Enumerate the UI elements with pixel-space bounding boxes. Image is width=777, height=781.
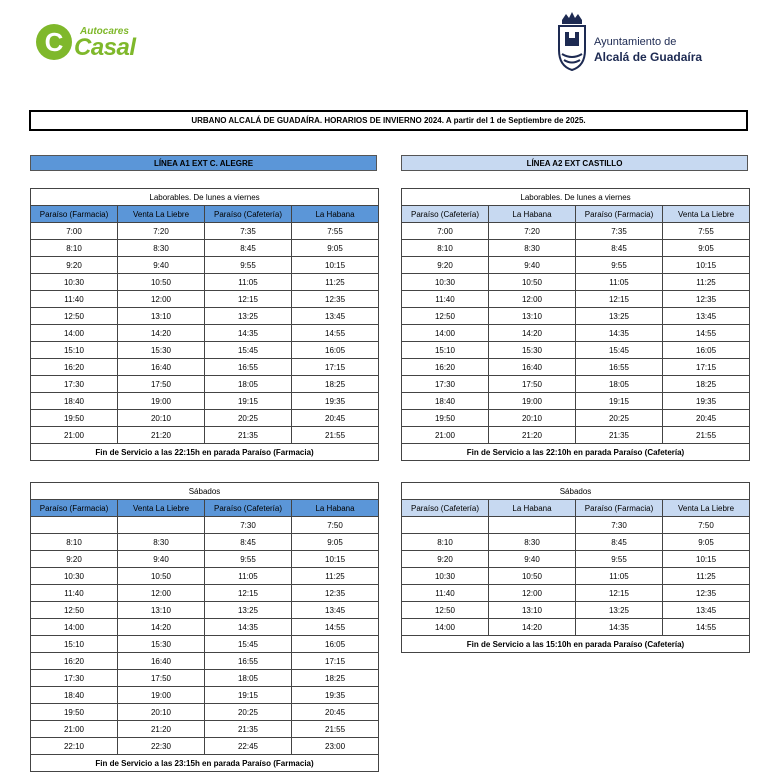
table-row xyxy=(402,534,750,551)
time-cell: 20:10 xyxy=(489,410,576,427)
time-cell: 12:00 xyxy=(489,291,576,308)
section-title: Laborables. De lunes a viernes xyxy=(31,189,379,206)
time-cell: 10:50 xyxy=(118,274,205,291)
table-row xyxy=(31,551,379,568)
time-cell: 18:25 xyxy=(663,376,750,393)
time-cell: 9:20 xyxy=(402,551,489,568)
time-cell: 8:10 xyxy=(402,240,489,257)
table-row xyxy=(402,568,750,585)
time-cell: 12:00 xyxy=(118,291,205,308)
table-row xyxy=(31,653,379,670)
time-cell: 18:40 xyxy=(31,687,118,704)
time-cell: 10:15 xyxy=(292,551,379,568)
time-cell: 17:30 xyxy=(31,376,118,393)
time-cell: 10:50 xyxy=(118,568,205,585)
table-row xyxy=(31,274,379,291)
column-header: La Habana xyxy=(292,206,379,223)
column-header: Venta La Liebre xyxy=(663,500,750,517)
time-cell: 9:55 xyxy=(576,257,663,274)
column-header: Paraíso (Farmacia) xyxy=(576,500,663,517)
table-row xyxy=(31,585,379,602)
time-cell xyxy=(402,517,489,534)
table-row xyxy=(402,517,750,534)
crest-icon xyxy=(556,10,588,72)
time-cell: 8:30 xyxy=(489,534,576,551)
table-row xyxy=(402,325,750,342)
time-cell: 17:15 xyxy=(292,359,379,376)
time-cell: 17:15 xyxy=(663,359,750,376)
time-cell: 7:00 xyxy=(31,223,118,240)
time-cell: 15:30 xyxy=(118,342,205,359)
column-header: Paraíso (Farmacia) xyxy=(31,500,118,517)
table-row xyxy=(31,325,379,342)
time-cell: 16:05 xyxy=(292,636,379,653)
time-cell: 7:20 xyxy=(489,223,576,240)
table-row xyxy=(31,410,379,427)
time-cell: 21:20 xyxy=(118,721,205,738)
time-cell: 12:00 xyxy=(118,585,205,602)
time-cell: 14:20 xyxy=(118,619,205,636)
time-cell: 16:40 xyxy=(118,653,205,670)
end-of-service-note: Fin de Servicio a las 22:15h en parada Paraíso (Farmacia) xyxy=(31,444,379,461)
table-row xyxy=(402,602,750,619)
time-cell: 12:35 xyxy=(292,291,379,308)
time-cell: 11:05 xyxy=(576,568,663,585)
time-cell: 11:25 xyxy=(663,568,750,585)
time-cell: 22:45 xyxy=(205,738,292,755)
column-header: Paraíso (Cafetería) xyxy=(402,206,489,223)
time-cell: 15:10 xyxy=(402,342,489,359)
time-cell: 7:30 xyxy=(576,517,663,534)
time-cell: 8:10 xyxy=(31,240,118,257)
time-cell: 14:55 xyxy=(292,325,379,342)
time-cell: 15:10 xyxy=(31,636,118,653)
table-row xyxy=(402,410,750,427)
time-cell: 14:00 xyxy=(402,619,489,636)
table-row xyxy=(402,223,750,240)
time-cell: 8:45 xyxy=(205,240,292,257)
table-row xyxy=(31,636,379,653)
time-cell: 9:20 xyxy=(31,551,118,568)
table-row xyxy=(31,687,379,704)
time-cell: 21:00 xyxy=(31,721,118,738)
table-row xyxy=(402,291,750,308)
time-cell: 12:35 xyxy=(663,291,750,308)
table-row xyxy=(402,427,750,444)
time-cell: 16:40 xyxy=(489,359,576,376)
time-cell: 19:15 xyxy=(205,687,292,704)
time-cell: 11:40 xyxy=(31,291,118,308)
table-row xyxy=(31,517,379,534)
ayuntamiento-logo xyxy=(556,10,716,74)
time-cell: 14:00 xyxy=(31,325,118,342)
end-of-service-note: Fin de Servicio a las 22:10h en parada Paraíso (Cafetería) xyxy=(402,444,750,461)
time-cell: 23:00 xyxy=(292,738,379,755)
time-cell: 9:05 xyxy=(292,240,379,257)
time-cell: 8:30 xyxy=(489,240,576,257)
time-cell: 17:50 xyxy=(118,670,205,687)
time-cell xyxy=(118,517,205,534)
time-cell: 8:45 xyxy=(205,534,292,551)
time-cell: 8:30 xyxy=(118,240,205,257)
time-cell: 20:25 xyxy=(205,410,292,427)
table-row xyxy=(402,376,750,393)
column-header: Paraíso (Cafetería) xyxy=(205,500,292,517)
time-cell: 14:20 xyxy=(489,325,576,342)
time-cell: 15:30 xyxy=(118,636,205,653)
time-cell: 19:00 xyxy=(118,393,205,410)
time-cell: 21:00 xyxy=(31,427,118,444)
time-cell: 21:55 xyxy=(292,427,379,444)
table-row xyxy=(31,240,379,257)
table-row xyxy=(402,308,750,325)
time-cell: 11:25 xyxy=(292,274,379,291)
time-cell: 20:25 xyxy=(576,410,663,427)
time-cell: 12:50 xyxy=(31,602,118,619)
time-cell: 9:40 xyxy=(489,257,576,274)
time-cell: 12:15 xyxy=(205,291,292,308)
time-cell: 13:45 xyxy=(663,602,750,619)
time-cell: 17:50 xyxy=(118,376,205,393)
time-cell: 20:10 xyxy=(118,704,205,721)
time-cell: 10:30 xyxy=(402,568,489,585)
table-row xyxy=(31,738,379,755)
time-cell: 10:30 xyxy=(31,568,118,585)
time-cell: 22:10 xyxy=(31,738,118,755)
table-row xyxy=(402,551,750,568)
time-cell: 13:25 xyxy=(576,308,663,325)
section-title: Sábados xyxy=(31,483,379,500)
time-cell: 13:45 xyxy=(292,308,379,325)
time-cell: 12:50 xyxy=(31,308,118,325)
time-cell: 11:05 xyxy=(205,274,292,291)
time-cell: 20:45 xyxy=(663,410,750,427)
time-cell: 19:00 xyxy=(489,393,576,410)
time-cell: 12:15 xyxy=(205,585,292,602)
time-cell: 13:25 xyxy=(205,602,292,619)
column-header: Paraíso (Cafetería) xyxy=(205,206,292,223)
time-cell: 15:30 xyxy=(489,342,576,359)
table-row xyxy=(402,342,750,359)
time-cell: 12:35 xyxy=(292,585,379,602)
time-cell: 19:00 xyxy=(118,687,205,704)
time-cell: 15:45 xyxy=(205,342,292,359)
time-cell: 14:35 xyxy=(576,325,663,342)
time-cell: 16:55 xyxy=(205,653,292,670)
time-cell: 9:55 xyxy=(576,551,663,568)
time-cell: 20:45 xyxy=(292,704,379,721)
line-a2-header: LÍNEA A2 EXT CASTILLO xyxy=(401,155,748,171)
table-row xyxy=(31,376,379,393)
table-row xyxy=(31,342,379,359)
time-cell: 11:25 xyxy=(663,274,750,291)
time-cell: 15:45 xyxy=(205,636,292,653)
column-header: Venta La Liebre xyxy=(118,500,205,517)
time-cell: 20:10 xyxy=(118,410,205,427)
time-cell: 18:40 xyxy=(402,393,489,410)
a2-saturday-table xyxy=(401,482,750,653)
line-a1-header: LÍNEA A1 EXT C. ALEGRE xyxy=(30,155,377,171)
time-cell: 21:20 xyxy=(118,427,205,444)
time-cell: 12:50 xyxy=(402,602,489,619)
time-cell: 7:55 xyxy=(663,223,750,240)
time-cell: 14:20 xyxy=(118,325,205,342)
logo-left-main: Casal xyxy=(74,34,136,61)
time-cell: 7:20 xyxy=(118,223,205,240)
time-cell: 18:05 xyxy=(205,376,292,393)
table-row xyxy=(31,393,379,410)
time-cell: 9:55 xyxy=(205,257,292,274)
time-cell: 7:50 xyxy=(292,517,379,534)
time-cell: 9:05 xyxy=(663,534,750,551)
time-cell: 16:05 xyxy=(292,342,379,359)
time-cell: 18:25 xyxy=(292,670,379,687)
table-row xyxy=(402,585,750,602)
time-cell: 13:25 xyxy=(576,602,663,619)
time-cell: 10:30 xyxy=(31,274,118,291)
time-cell: 16:20 xyxy=(31,653,118,670)
time-cell: 20:45 xyxy=(292,410,379,427)
time-cell: 12:35 xyxy=(663,585,750,602)
time-cell: 13:10 xyxy=(118,602,205,619)
end-of-service-note: Fin de Servicio a las 15:10h en parada Paraíso (Cafetería) xyxy=(402,636,750,653)
time-cell: 13:10 xyxy=(489,308,576,325)
casal-c-icon: C xyxy=(36,24,72,60)
time-cell: 15:45 xyxy=(576,342,663,359)
time-cell: 19:35 xyxy=(663,393,750,410)
time-cell: 8:10 xyxy=(31,534,118,551)
time-cell: 18:25 xyxy=(292,376,379,393)
table-row xyxy=(31,257,379,274)
time-cell: 14:00 xyxy=(402,325,489,342)
table-row xyxy=(31,534,379,551)
logo-right-line2: Alcalá de Guadaíra xyxy=(594,50,703,64)
time-cell: 21:35 xyxy=(576,427,663,444)
time-cell xyxy=(31,517,118,534)
time-cell: 17:50 xyxy=(489,376,576,393)
table-row xyxy=(31,308,379,325)
time-cell: 13:45 xyxy=(663,308,750,325)
time-cell: 19:50 xyxy=(31,410,118,427)
time-cell: 12:00 xyxy=(489,585,576,602)
a1-saturday-table xyxy=(30,482,379,772)
logo-right-line1: Ayuntamiento de xyxy=(594,36,677,48)
time-cell: 11:40 xyxy=(402,585,489,602)
time-cell: 11:40 xyxy=(402,291,489,308)
time-cell: 14:20 xyxy=(489,619,576,636)
time-cell: 14:35 xyxy=(205,325,292,342)
time-cell: 9:40 xyxy=(118,551,205,568)
table-row xyxy=(31,619,379,636)
table-row xyxy=(402,359,750,376)
time-cell: 14:55 xyxy=(663,619,750,636)
time-cell: 20:25 xyxy=(205,704,292,721)
column-header: La Habana xyxy=(292,500,379,517)
time-cell: 19:50 xyxy=(402,410,489,427)
time-cell: 10:50 xyxy=(489,274,576,291)
time-cell: 16:05 xyxy=(663,342,750,359)
time-cell: 10:30 xyxy=(402,274,489,291)
column-header: Venta La Liebre xyxy=(663,206,750,223)
time-cell: 11:05 xyxy=(576,274,663,291)
autocares-casal-logo xyxy=(36,22,146,64)
page-title: URBANO ALCALÁ DE GUADAÍRA. HORARIOS DE INVIERNO 2024. A partir del 1 de Septiembre de 2025. xyxy=(29,110,748,131)
time-cell: 18:05 xyxy=(205,670,292,687)
time-cell xyxy=(489,517,576,534)
section-title: Laborables. De lunes a viernes xyxy=(402,189,750,206)
time-cell: 22:30 xyxy=(118,738,205,755)
table-row xyxy=(31,670,379,687)
column-header: Venta La Liebre xyxy=(118,206,205,223)
time-cell: 13:10 xyxy=(118,308,205,325)
time-cell: 7:30 xyxy=(205,517,292,534)
table-row xyxy=(31,427,379,444)
table-row xyxy=(402,257,750,274)
time-cell: 17:15 xyxy=(292,653,379,670)
column-header: La Habana xyxy=(489,206,576,223)
time-cell: 11:25 xyxy=(292,568,379,585)
table-row xyxy=(31,291,379,308)
time-cell: 9:40 xyxy=(489,551,576,568)
time-cell: 16:55 xyxy=(576,359,663,376)
time-cell: 21:35 xyxy=(205,721,292,738)
logo-left-small: Autocares xyxy=(80,26,129,37)
time-cell: 10:50 xyxy=(489,568,576,585)
time-cell: 18:40 xyxy=(31,393,118,410)
time-cell: 10:15 xyxy=(663,257,750,274)
time-cell: 7:35 xyxy=(576,223,663,240)
time-cell: 19:50 xyxy=(31,704,118,721)
time-cell: 16:55 xyxy=(205,359,292,376)
time-cell: 8:45 xyxy=(576,534,663,551)
time-cell: 9:20 xyxy=(31,257,118,274)
time-cell: 14:00 xyxy=(31,619,118,636)
time-cell: 14:35 xyxy=(576,619,663,636)
time-cell: 16:40 xyxy=(118,359,205,376)
time-cell: 19:15 xyxy=(576,393,663,410)
column-header: Paraíso (Farmacia) xyxy=(31,206,118,223)
time-cell: 12:15 xyxy=(576,585,663,602)
time-cell: 9:40 xyxy=(118,257,205,274)
time-cell: 7:35 xyxy=(205,223,292,240)
table-row xyxy=(402,240,750,257)
table-row xyxy=(402,274,750,291)
time-cell: 13:10 xyxy=(489,602,576,619)
time-cell: 21:55 xyxy=(663,427,750,444)
time-cell: 7:50 xyxy=(663,517,750,534)
time-cell: 9:05 xyxy=(292,534,379,551)
time-cell: 19:35 xyxy=(292,393,379,410)
time-cell: 9:55 xyxy=(205,551,292,568)
time-cell: 11:05 xyxy=(205,568,292,585)
time-cell: 16:20 xyxy=(402,359,489,376)
table-row xyxy=(31,704,379,721)
time-cell: 21:00 xyxy=(402,427,489,444)
time-cell: 11:40 xyxy=(31,585,118,602)
time-cell: 14:55 xyxy=(663,325,750,342)
end-of-service-note: Fin de Servicio a las 23:15h en parada Paraíso (Farmacia) xyxy=(31,755,379,772)
time-cell: 14:35 xyxy=(205,619,292,636)
time-cell: 9:20 xyxy=(402,257,489,274)
column-header: La Habana xyxy=(489,500,576,517)
time-cell: 10:15 xyxy=(292,257,379,274)
time-cell: 21:55 xyxy=(292,721,379,738)
time-cell: 21:20 xyxy=(489,427,576,444)
time-cell: 19:15 xyxy=(205,393,292,410)
column-header: Paraíso (Cafetería) xyxy=(402,500,489,517)
time-cell: 16:20 xyxy=(31,359,118,376)
time-cell: 12:50 xyxy=(402,308,489,325)
table-row xyxy=(31,568,379,585)
time-cell: 7:00 xyxy=(402,223,489,240)
time-cell: 8:45 xyxy=(576,240,663,257)
time-cell: 17:30 xyxy=(402,376,489,393)
time-cell: 8:30 xyxy=(118,534,205,551)
section-title: Sábados xyxy=(402,483,750,500)
table-row xyxy=(31,602,379,619)
table-row xyxy=(31,223,379,240)
time-cell: 15:10 xyxy=(31,342,118,359)
time-cell: 12:15 xyxy=(576,291,663,308)
a2-weekday-table xyxy=(401,188,750,461)
time-cell: 17:30 xyxy=(31,670,118,687)
time-cell: 10:15 xyxy=(663,551,750,568)
time-cell: 21:35 xyxy=(205,427,292,444)
time-cell: 7:55 xyxy=(292,223,379,240)
time-cell: 18:05 xyxy=(576,376,663,393)
a1-weekday-table xyxy=(30,188,379,461)
time-cell: 9:05 xyxy=(663,240,750,257)
time-cell: 8:10 xyxy=(402,534,489,551)
time-cell: 14:55 xyxy=(292,619,379,636)
table-row xyxy=(402,619,750,636)
table-row xyxy=(31,721,379,738)
table-row xyxy=(31,359,379,376)
column-header: Paraíso (Farmacia) xyxy=(576,206,663,223)
time-cell: 13:45 xyxy=(292,602,379,619)
time-cell: 19:35 xyxy=(292,687,379,704)
time-cell: 13:25 xyxy=(205,308,292,325)
table-row xyxy=(402,393,750,410)
